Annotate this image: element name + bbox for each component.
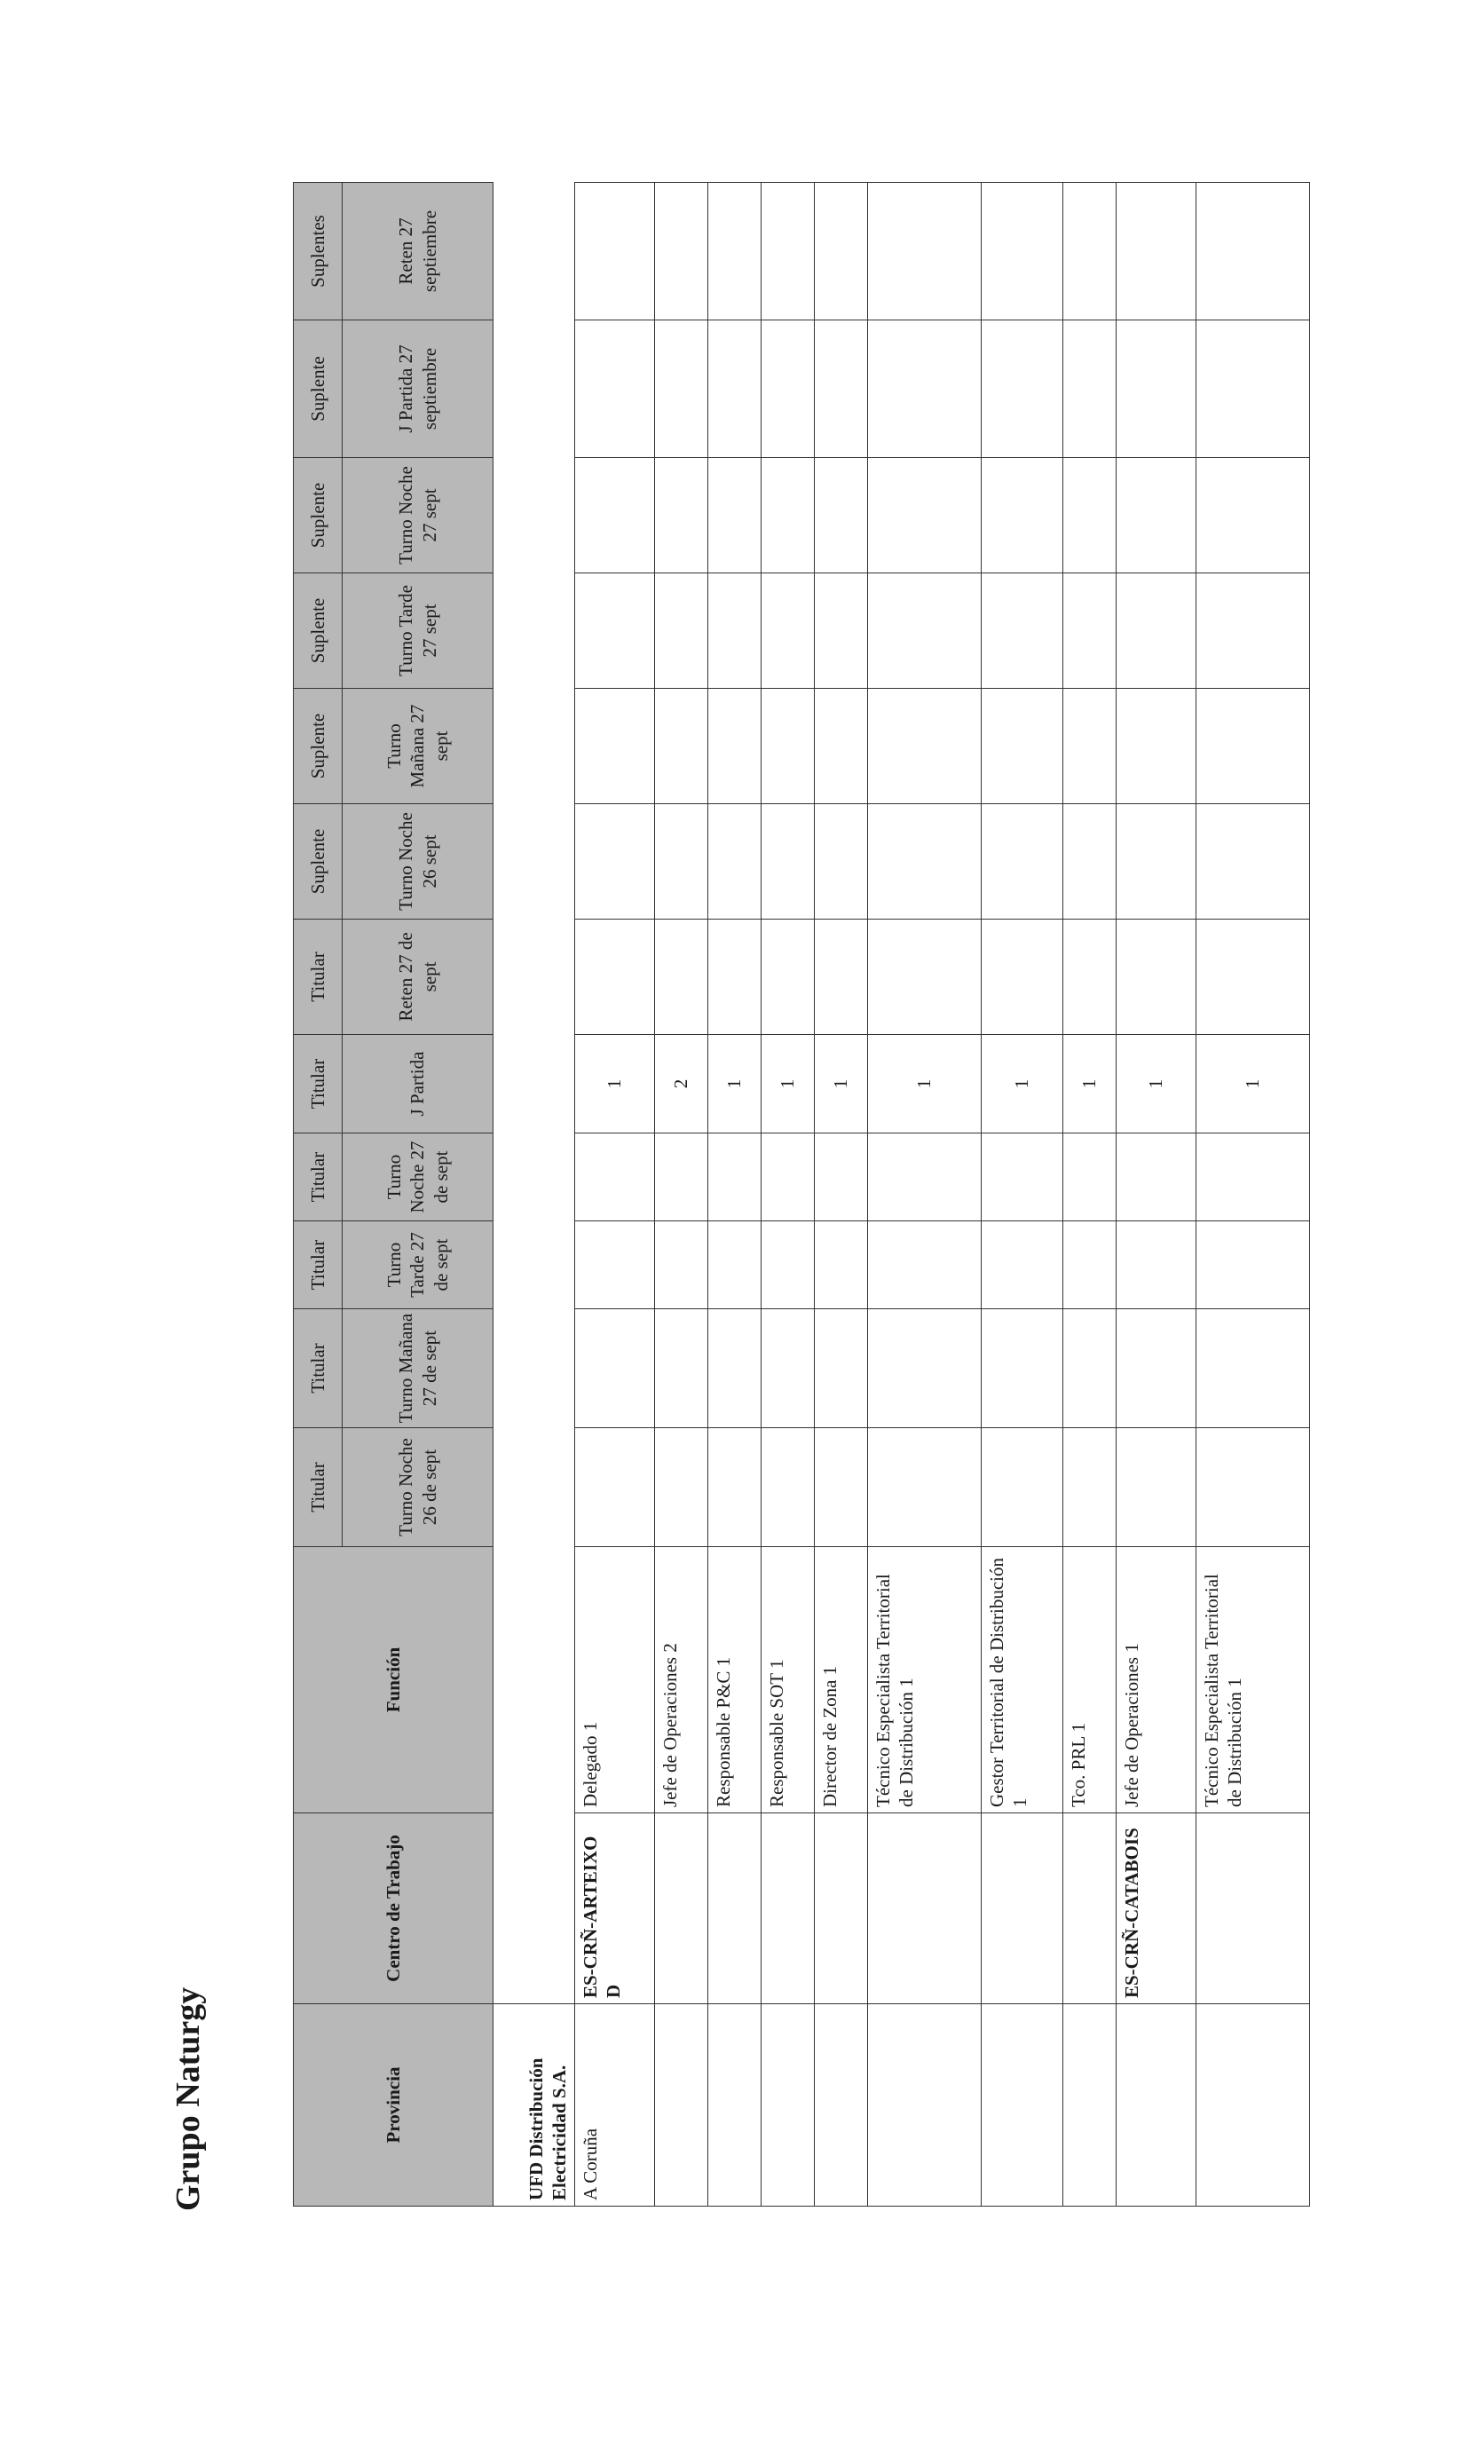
- shift-cell: [1117, 458, 1196, 573]
- shift-cell: [655, 1133, 708, 1221]
- provincia-cell: [868, 2004, 982, 2207]
- shift-cell: [868, 1133, 982, 1221]
- shift-cell: [1063, 689, 1117, 804]
- shift-cell: [708, 804, 762, 920]
- shift-cell: [708, 1221, 762, 1309]
- shift-cell: [982, 458, 1063, 573]
- shift-cell: [1063, 1309, 1117, 1428]
- centro-cell: [762, 1813, 815, 2004]
- table-row: [868, 183, 982, 2207]
- shift-cell: [1117, 920, 1196, 1035]
- header-turno: Turno Noche 27 de sept: [343, 1133, 493, 1221]
- shift-cell: [762, 1221, 815, 1309]
- centro-cell: [1196, 1813, 1310, 2004]
- provincia-cell: [1063, 2004, 1117, 2207]
- header-role: Suplente: [294, 320, 343, 458]
- shift-cell: [762, 804, 815, 920]
- shift-cell: [1063, 183, 1117, 320]
- shift-cell: [868, 573, 982, 689]
- shift-cell: [982, 1133, 1063, 1221]
- shift-cell: [982, 920, 1063, 1035]
- shift-cell: [655, 1309, 708, 1428]
- funcion-cell: Responsable SOT 1: [762, 1547, 815, 1813]
- funcion-cell: Delegado 1: [575, 1547, 655, 1813]
- provincia-cell: [1117, 2004, 1196, 2207]
- provincia-cell: A Coruña: [575, 2004, 655, 2207]
- shift-cell: [815, 573, 868, 689]
- shift-cell: [1063, 804, 1117, 920]
- centro-cell: [815, 1813, 868, 2004]
- shift-cell: [815, 1133, 868, 1221]
- header-centro: Centro de Trabajo: [294, 1813, 493, 2004]
- shift-cell: [575, 320, 655, 458]
- shift-cell: [1196, 689, 1310, 804]
- table-row: [1117, 183, 1196, 2207]
- shift-cell: [655, 804, 708, 920]
- shift-cell: [1196, 804, 1310, 920]
- header-turno: J Partida 27 septiembre: [343, 320, 493, 458]
- provincia-cell: [982, 2004, 1063, 2207]
- j-partida-cell: 1: [1063, 1035, 1117, 1133]
- document-title: Grupo Naturgy: [170, 1986, 207, 2211]
- centro-cell: [868, 1813, 982, 2004]
- provincia-cell: [762, 2004, 815, 2207]
- table-row: [815, 183, 868, 2207]
- shift-cell: [575, 1133, 655, 1221]
- shift-cell: [575, 183, 655, 320]
- shift-cell: [575, 804, 655, 920]
- table-row: [982, 183, 1063, 2207]
- shift-cell: [1063, 1428, 1117, 1547]
- header-turno: J Partida: [343, 1035, 493, 1133]
- funcion-cell: Director de Zona 1: [815, 1547, 868, 1813]
- shift-cell: [655, 689, 708, 804]
- shift-cell: [708, 1309, 762, 1428]
- header-funcion: Función: [294, 1547, 493, 1813]
- shift-cell: [1196, 920, 1310, 1035]
- shift-cell: [1196, 1309, 1310, 1428]
- centro-cell: [655, 1813, 708, 2004]
- table-row: [1196, 183, 1310, 2207]
- header-role: Titular: [294, 1221, 343, 1309]
- shift-cell: [868, 1428, 982, 1547]
- shift-cell: [868, 689, 982, 804]
- shift-cell: [708, 458, 762, 573]
- shift-cell: [1117, 1133, 1196, 1221]
- shift-cell: [815, 1428, 868, 1547]
- shift-cell: [1196, 320, 1310, 458]
- header-turno: Reten 27 septiembre: [343, 183, 493, 320]
- shift-cell: [982, 1428, 1063, 1547]
- shift-cell: [1117, 689, 1196, 804]
- j-partida-cell: 1: [1196, 1035, 1310, 1133]
- j-partida-cell: 1: [868, 1035, 982, 1133]
- header-role: Titular: [294, 1035, 343, 1133]
- shift-cell: [868, 320, 982, 458]
- funcion-cell: Técnico Especialista Territorial de Distribución 1: [868, 1547, 982, 1813]
- shift-cell: [575, 1428, 655, 1547]
- header-turno: Turno Noche 26 de sept: [343, 1428, 493, 1547]
- shift-cell: [1117, 183, 1196, 320]
- provincia-cell: [708, 2004, 762, 2207]
- shift-cell: [1117, 1428, 1196, 1547]
- shift-cell: [762, 1133, 815, 1221]
- shift-cell: [1063, 573, 1117, 689]
- header-turno: Turno Noche 27 sept: [343, 458, 493, 573]
- shift-cell: [655, 920, 708, 1035]
- funcion-cell: Tco. PRL 1: [1063, 1547, 1117, 1813]
- shift-cell: [655, 183, 708, 320]
- header-role: Suplente: [294, 458, 343, 573]
- shift-table: [293, 182, 1310, 2207]
- shift-cell: [815, 320, 868, 458]
- shift-cell: [655, 1221, 708, 1309]
- shift-cell: [868, 920, 982, 1035]
- shift-cell: [868, 183, 982, 320]
- shift-cell: [868, 1309, 982, 1428]
- shift-cell: [575, 920, 655, 1035]
- shift-cell: [762, 183, 815, 320]
- shift-cell: [708, 573, 762, 689]
- shift-cell: [1196, 183, 1310, 320]
- shift-cell: [1117, 1221, 1196, 1309]
- header-turno: Turno Tarde 27 sept: [343, 573, 493, 689]
- header-role: Suplente: [294, 573, 343, 689]
- centro-cell: ES-CRÑ-ARTEIXO D: [575, 1813, 655, 2004]
- j-partida-cell: 1: [1117, 1035, 1196, 1133]
- shift-cell: [982, 1309, 1063, 1428]
- shift-cell: [815, 689, 868, 804]
- table-row: [708, 183, 762, 2207]
- header-role: Titular: [294, 1133, 343, 1221]
- shift-cell: [762, 1428, 815, 1547]
- shift-cell: [655, 1428, 708, 1547]
- j-partida-cell: 1: [815, 1035, 868, 1133]
- j-partida-cell: 1: [575, 1035, 655, 1133]
- shift-cell: [982, 1221, 1063, 1309]
- shift-cell: [575, 1221, 655, 1309]
- shift-cell: [762, 458, 815, 573]
- shift-cell: [982, 804, 1063, 920]
- centro-cell: ES-CRÑ-CATABOIS: [1117, 1813, 1196, 2004]
- shift-cell: [815, 1309, 868, 1428]
- shift-cell: [708, 1428, 762, 1547]
- funcion-cell: Jefe de Operaciones 1: [1117, 1547, 1196, 1813]
- j-partida-cell: 1: [982, 1035, 1063, 1133]
- provincia-cell: [1196, 2004, 1310, 2207]
- shift-cell: [762, 320, 815, 458]
- shift-cell: [868, 1221, 982, 1309]
- shift-cell: [762, 689, 815, 804]
- centro-cell: [1063, 1813, 1117, 2004]
- shift-cell: [1063, 320, 1117, 458]
- shift-cell: [982, 183, 1063, 320]
- header-role: Suplente: [294, 689, 343, 804]
- shift-cell: [815, 458, 868, 573]
- shift-cell: [982, 689, 1063, 804]
- provincia-cell: [815, 2004, 868, 2207]
- shift-cell: [1117, 320, 1196, 458]
- shift-cell: [1196, 573, 1310, 689]
- shift-cell: [708, 689, 762, 804]
- provincia-cell: [655, 2004, 708, 2207]
- header-role: Titular: [294, 920, 343, 1035]
- shift-cell: [762, 573, 815, 689]
- centro-cell: [708, 1813, 762, 2004]
- shift-cell: [1196, 1133, 1310, 1221]
- table-row: [575, 183, 655, 2207]
- shift-cell: [868, 804, 982, 920]
- table-row: [655, 183, 708, 2207]
- header-turno: Turno Mañana 27 de sept: [343, 1309, 493, 1428]
- header-role-row: [294, 183, 343, 2207]
- j-partida-cell: 1: [708, 1035, 762, 1133]
- shift-cell: [1063, 1221, 1117, 1309]
- shift-cell: [982, 573, 1063, 689]
- funcion-cell: Jefe de Operaciones 2: [655, 1547, 708, 1813]
- shift-cell: [982, 320, 1063, 458]
- shift-cell: [1196, 458, 1310, 573]
- shift-cell: [762, 920, 815, 1035]
- shift-cell: [708, 920, 762, 1035]
- header-turno: Turno Mañana 27 sept: [343, 689, 493, 804]
- header-role: Suplente: [294, 804, 343, 920]
- funcion-cell: Gestor Territorial de Distribución 1: [982, 1547, 1063, 1813]
- shift-cell: [868, 458, 982, 573]
- shift-cell: [815, 183, 868, 320]
- shift-cell: [815, 804, 868, 920]
- shift-cell: [815, 1221, 868, 1309]
- org-row-spacer: [493, 183, 575, 2004]
- shift-cell: [1063, 458, 1117, 573]
- j-partida-cell: 1: [762, 1035, 815, 1133]
- header-role: Suplentes: [294, 183, 343, 320]
- shift-cell: [1117, 1309, 1196, 1428]
- shift-cell: [575, 689, 655, 804]
- header-role: Titular: [294, 1309, 343, 1428]
- table-row: [762, 183, 815, 2207]
- shift-cell: [655, 458, 708, 573]
- table-row: [1063, 183, 1117, 2207]
- funcion-cell: Técnico Especialista Territorial de Distribución 1: [1196, 1547, 1310, 1813]
- org-name: UFD Distribución Electricidad S.A.: [493, 2004, 575, 2207]
- shift-cell: [1117, 573, 1196, 689]
- header-provincia: Provincia: [294, 2004, 493, 2207]
- header-turno: Turno Noche 26 sept: [343, 804, 493, 920]
- funcion-cell: Responsable P&C 1: [708, 1547, 762, 1813]
- header-turno: Reten 27 de sept: [343, 920, 493, 1035]
- shift-cell: [815, 920, 868, 1035]
- header-role: Titular: [294, 1428, 343, 1547]
- shift-cell: [575, 1309, 655, 1428]
- shift-cell: [655, 320, 708, 458]
- shift-cell: [655, 573, 708, 689]
- shift-cell: [708, 183, 762, 320]
- shift-cell: [1196, 1428, 1310, 1547]
- shift-cell: [1196, 1221, 1310, 1309]
- centro-cell: [982, 1813, 1063, 2004]
- org-row: [493, 183, 575, 2207]
- shift-cell: [762, 1309, 815, 1428]
- shift-cell: [708, 320, 762, 458]
- shift-cell: [1063, 1133, 1117, 1221]
- shift-cell: [1117, 804, 1196, 920]
- header-turno: Turno Tarde 27 de sept: [343, 1221, 493, 1309]
- shift-cell: [575, 573, 655, 689]
- shift-cell: [1063, 920, 1117, 1035]
- shift-cell: [575, 458, 655, 573]
- shift-cell: [708, 1133, 762, 1221]
- j-partida-cell: 2: [655, 1035, 708, 1133]
